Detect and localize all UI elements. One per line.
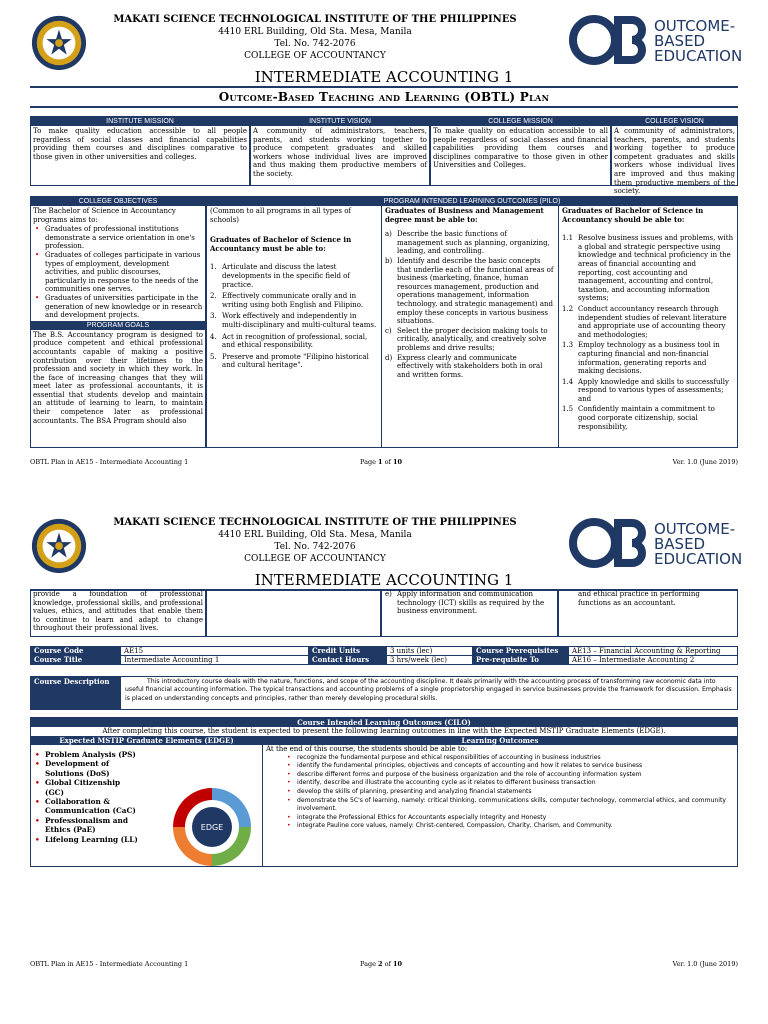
contact-hours-value: 3 hrs/week (lec)	[387, 656, 473, 665]
pilo-business-text: Select the proper decision making tools to critically, analytically, and creatively solve problems and drive results;	[397, 326, 548, 352]
institute-vision-cell	[250, 116, 430, 186]
footer-page-current: 1	[378, 458, 383, 466]
pilo-accountancy-list	[562, 234, 734, 431]
college-objectives-header: COLLEGE OBJECTIVES	[31, 197, 205, 206]
learning-outcomes-intro: At the end of this course, the students should be able to:	[266, 745, 468, 753]
plan-heading: Outcome-Based Teaching and Learning (OBTL) Plan	[30, 88, 738, 108]
learning-outcomes-list	[263, 754, 737, 831]
objectives-list	[31, 225, 205, 320]
institute-vision-text: A community of administrators, teachers, parents, and students working together to produce competent graduates and skilled workers whose individual lives are improved and thus making them productive members of the society.	[253, 127, 427, 178]
course-prerequisites-label: Course Prerequisites	[473, 647, 569, 656]
pilo-header: PROGRAM INTENDED LEARNING OUTCOMES (PILO)	[207, 197, 737, 206]
institution-name: MAKATI SCIENCE TECHNOLOGICAL INSTITUTE OF THE PHILIPPINES	[113, 14, 517, 25]
pilo-accountancy-text: Apply knowledge and skills to successfully respond to various types of assessments; and	[578, 377, 729, 403]
pilo-business-title: Graduates of Business and Management degree must be able to:	[385, 206, 544, 224]
pilo-common-item	[210, 263, 378, 289]
footer-page-of: of	[382, 458, 394, 466]
pilo-common-title: Graduates of Bachelor of Science in Accountancy must be able to:	[210, 235, 352, 253]
footer-page-total: 10	[393, 458, 403, 466]
course-info-row	[31, 656, 738, 665]
obe-logo-line-2: BASED	[654, 32, 706, 50]
pilo-accountancy-text: Conduct accountancy research through independent studies of relevant literature and appropriate use of accounting theory and methodologies;	[578, 304, 727, 339]
institution-header	[0, 517, 560, 565]
cilo-header: Course Intended Learning Outcomes (CILO)	[31, 718, 737, 727]
edge-item: • Problem Analysis (PS)	[33, 750, 141, 759]
pilo-accountancy-continued	[558, 589, 738, 637]
course-prerequisites-value: AE13 – Financial Accounting & Reporting	[569, 647, 738, 656]
course-info-table	[30, 646, 738, 665]
pilo-common-item	[210, 292, 378, 309]
pilo-accountancy-number: 1.3	[562, 341, 574, 350]
pilo-common-text: Articulate and discuss the latest developments in the specific field of practice.	[222, 263, 350, 289]
course-heading: INTERMEDIATE ACCOUNTING 1	[30, 571, 738, 591]
pilo-business-list	[385, 590, 554, 616]
objective-item: • Graduates of universities participate in the generation of new knowledge or in research and development projects.	[33, 294, 203, 320]
pilo-accountancy-item	[562, 234, 734, 303]
learning-outcomes-header: Learning Outcomes	[263, 736, 737, 745]
contact-hours-label: Contact Hours	[309, 656, 387, 665]
obe-logo-line-1: OUTCOME-	[654, 17, 736, 35]
pilo-common-item	[210, 353, 378, 370]
learning-outcomes-column	[263, 736, 737, 866]
edge-item: • Collaboration & Communication (CaC)	[33, 797, 141, 816]
obe-logo-line-1: OUTCOME-	[654, 520, 736, 538]
footer-page-of: of	[382, 960, 394, 968]
college-name: COLLEGE OF ACCOUNTANCY	[244, 554, 386, 564]
credit-units-label: Credit Units	[309, 647, 387, 656]
pilo-accountancy-text: Resolve business issues and problems, with a global and strategic perspective using knowledge and technical proficiency in the areas of financial accounting and reporting, cost accounting and management, accounting and control, taxation, and accounting information systems;	[578, 234, 734, 303]
pilo-common-text: Effectively communicate orally and in writing using both English and Filipino.	[222, 292, 364, 309]
learning-outcome-item: • identify the fundamental principles, objectives and concepts of accounting and how it relates to service business	[285, 762, 733, 771]
course-heading: INTERMEDIATE ACCOUNTING 1	[30, 68, 738, 88]
pilo-common-text: Act in recognition of professional, social, and ethical responsibility.	[222, 332, 368, 350]
page-1	[0, 0, 768, 505]
learning-outcome-item: • integrate the Professional Ethics for Accountants especially Integrity and Honesty	[285, 814, 733, 823]
program-goals-continued-text: provide a foundation of professional knowledge, professional skills, and professional values, ethics, and attitudes that enable them to continue to learn and adapt to change throughout their professional lives.	[33, 590, 203, 633]
pilo-common-continued	[206, 589, 381, 637]
edge-column	[31, 736, 263, 866]
pilo-common-list	[210, 263, 378, 370]
pilo-col-accountancy	[559, 206, 737, 447]
footer-page-number	[360, 458, 402, 466]
program-goals-continued	[30, 589, 206, 637]
pilo-common-note: (Common to all programs in all types of schools)	[210, 207, 352, 224]
edge-item: • Development of Solutions (DoS)	[33, 759, 141, 778]
pilo-business-list	[385, 230, 555, 379]
pilo-business-text: Apply information and communication technology (ICT) skills as required by the business environment.	[397, 590, 545, 616]
pilo-business-item	[385, 354, 555, 380]
pilo-accountancy-number: 1.1	[562, 234, 574, 243]
institute-vision-header: INSTITUTE VISION	[251, 117, 429, 126]
pilo-accountancy-number: 1.5	[562, 405, 574, 414]
college-vision-cell	[611, 116, 738, 196]
pilo-common-text: Preserve and promote "Filipino historical and cultural heritage".	[222, 352, 369, 370]
pilo-common-item	[210, 333, 378, 350]
course-info-row	[31, 647, 738, 656]
learning-outcome-item: • integrate Pauline core values, namely: Christ-centered, Compassion, Charity, Charism, and Community.	[285, 822, 733, 831]
pilo-col-business	[382, 206, 559, 447]
college-vision-header: COLLEGE VISION	[612, 117, 737, 126]
pilo-business-item	[385, 327, 555, 353]
college-name: COLLEGE OF ACCOUNTANCY	[244, 51, 386, 61]
college-mission-cell	[430, 116, 611, 186]
pilo-business-continued	[381, 589, 558, 637]
college-objectives-cell	[30, 196, 206, 448]
credit-units-value: 3 units (lec)	[387, 647, 473, 656]
footer-page-prefix: Page	[360, 458, 379, 466]
obe-logo-line-3: EDUCATION	[654, 47, 743, 65]
learning-outcome-item: • recognize the fundamental purpose and ethical responsibilities of accounting in business industries	[285, 754, 733, 763]
institution-header	[0, 14, 560, 62]
learning-outcome-item: • describe different forms and purpose of the business organization and the role of accounting information system	[285, 771, 733, 780]
pilo-accountancy-item	[562, 378, 734, 404]
pilo-business-letter: b)	[385, 256, 393, 265]
course-title-label: Course Title	[31, 656, 121, 665]
pilo-common-text: Work effectively and independently in multi-disciplinary and multi-cultural teams.	[222, 312, 377, 329]
footer-page-number	[360, 960, 402, 968]
objective-item: • Graduates of colleges participate in various types of employment, development activities, and public discourses, particularly in response to the needs of the communities one serves.	[33, 251, 203, 294]
footer-page-prefix: Page	[360, 960, 379, 968]
footer-doc-title: OBTL Plan in AE15 - Intermediate Accounting 1	[30, 458, 189, 466]
course-code-value: AE15	[121, 647, 309, 656]
college-vision-text: A community of administrators, teachers, parents, and students working together to produce competent graduates and skills workers whose individual lives are improved and thus making them productive members of the society.	[614, 127, 735, 196]
pilo-business-letter: e)	[385, 590, 392, 598]
program-goals-header: PROGRAM GOALS	[31, 321, 205, 330]
learning-outcome-item: • identify, describe and illustrate the accounting cycle as it relates to different business transaction	[285, 779, 733, 788]
edge-diagram-icon	[167, 782, 257, 872]
institute-mission-header: INSTITUTE MISSION	[31, 117, 249, 126]
pilo-common-number: 3.	[210, 312, 217, 321]
institute-mission-cell	[30, 116, 250, 186]
institution-tel: Tel. No. 742-2076	[274, 39, 356, 49]
pilo-business-letter: d)	[385, 353, 393, 362]
course-description-text: This introductory course deals with the nature, functions, and scope of the accounting discipline. It deals primarily with the accounting process of transforming raw economic data into useful financial accounting information. The typical transactions and accounting problems of a single proprietorship engaged in service businesses provide the framework for discussion. Emphasis is placed on understanding concepts and principles, rather than merely developing procedural skills.	[125, 678, 732, 702]
institute-mission-text: To make quality education accessible to all people regardless of social classes and financial capabilities providing them courses and disciplines comparative to those given in other universities and colleges.	[33, 127, 247, 161]
institution-address: 4410 ERL Building, Old Sta. Mesa, Manila	[218, 27, 412, 37]
pilo-common-number: 5.	[210, 352, 217, 361]
cilo-intro: After completing this course, the student is expected to present the following learning outcomes in line with the Expected MSTIP Graduate Elements (EDGE).	[31, 727, 737, 737]
footer-version: Ver. 1.0 (June 2019)	[672, 960, 738, 968]
pilo-business-item	[385, 590, 554, 616]
institution-address: 4410 ERL Building, Old Sta. Mesa, Manila	[218, 530, 412, 540]
edge-item: • Professionalism and Ethics (PaE)	[33, 816, 141, 835]
program-goals-text: The B.S. Accountancy program is designed to produce competent and ethical professional accountants capable of making a positive contribution over their lifetimes to the profession and society in which they work. In the face of increasing changes that they will meet later as professional accountants, it is essential that students develop and maintain an attitude of learning to learn, to maintain their competence later as professional accountants. The BSA Program should also	[33, 330, 203, 425]
prerequisite-to-label: Pre-requisite To	[473, 656, 569, 665]
institution-name: MAKATI SCIENCE TECHNOLOGICAL INSTITUTE OF THE PHILIPPINES	[113, 517, 517, 528]
pilo-cell	[206, 196, 738, 448]
course-description-label: Course Description	[31, 677, 121, 709]
pilo-business-item	[385, 257, 555, 326]
learning-outcome-item: • develop the skills of planning, presenting and analyzing financial statements	[285, 788, 733, 797]
pilo-common-number: 2.	[210, 292, 217, 301]
college-mission-text: To make quality on education accessible to all people regardless of social classes and financial capabilities providing them courses and disciplines comparative to those given in other Universities and Colleges.	[433, 127, 608, 170]
pilo-business-letter: c)	[385, 326, 392, 335]
footer-page-total: 10	[393, 960, 403, 968]
course-code-label: Course Code	[31, 647, 121, 656]
pilo-business-text: Describe the basic functions of management such as planning, organizing, leading, and controlling.	[397, 230, 550, 256]
pilo-accountancy-number: 1.4	[562, 377, 574, 386]
pilo-business-text: Express clearly and communicate effectively with stakeholders both in oral and written forms.	[397, 353, 543, 379]
objective-item: • Graduates of professional institutions demonstrate a service orientation in one's profession.	[33, 225, 203, 251]
prerequisite-to-value: AE16 – Intermediate Accounting 2	[569, 656, 738, 665]
pilo-common-number: 1.	[210, 263, 217, 272]
pilo-col-common	[207, 206, 382, 447]
edge-list	[33, 750, 141, 844]
obe-logo-icon	[568, 517, 748, 569]
pilo-business-item	[385, 230, 555, 256]
pilo-accountancy-text: Confidently maintain a commitment to good corporate citizenship, social responsibility,	[578, 405, 715, 431]
edge-header: Expected MSTIP Graduate Elements (EDGE)	[31, 736, 262, 745]
pilo-common-item	[210, 312, 378, 329]
objectives-intro: The Bachelor of Science in Accountancy programs aims to:	[33, 207, 176, 224]
pilo-accountancy-item	[562, 405, 734, 431]
pilo-accountancy-title: Graduates of Bachelor of Science in Accountancy should be able to:	[562, 206, 704, 224]
pilo-accountancy-item	[562, 341, 734, 375]
course-description-box	[30, 676, 738, 710]
edge-item: • Lifelong Learning (LL)	[33, 835, 141, 844]
pilo-accountancy-number: 1.2	[562, 304, 574, 313]
pilo-accountancy-item	[562, 305, 734, 339]
obe-logo-line-3: EDUCATION	[654, 550, 743, 568]
pilo-business-letter: a)	[385, 230, 392, 239]
cilo-box	[30, 717, 738, 867]
pilo-accountancy-continued-text: and ethical practice in performing functions as an accountant.	[578, 590, 700, 607]
college-mission-header: COLLEGE MISSION	[431, 117, 610, 126]
institution-tel: Tel. No. 742-2076	[274, 542, 356, 552]
course-title-value: Intermediate Accounting 1	[121, 656, 309, 665]
pilo-common-number: 4.	[210, 332, 217, 341]
obe-logo-line-2: BASED	[654, 535, 706, 553]
edge-item: • Global Citizenship (GC)	[33, 778, 141, 797]
page-2	[0, 505, 768, 1024]
obe-logo-icon	[568, 14, 748, 66]
pilo-business-text: Identify and describe the basic concepts that underlie each of the functional areas of business (marketing, finance, human resources management, production and operations management, information technology, and strategic management) and employ these concepts in various business situations.	[397, 256, 554, 326]
footer-version: Ver. 1.0 (June 2019)	[672, 458, 738, 466]
footer-page-current: 2	[378, 960, 383, 968]
learning-outcome-item: • demonstrate the 5C's of learning, namely: critical thinking, communications skills, computer technology, commercial ethics, and community involvement.	[285, 797, 733, 814]
edge-diagram-label: EDGE	[200, 823, 224, 832]
footer-doc-title: OBTL Plan in AE15 - Intermediate Accounting 1	[30, 960, 189, 968]
pilo-accountancy-text: Employ technology as a business tool in capturing financial and non-financial information, generating reports and making decisions.	[578, 341, 720, 376]
